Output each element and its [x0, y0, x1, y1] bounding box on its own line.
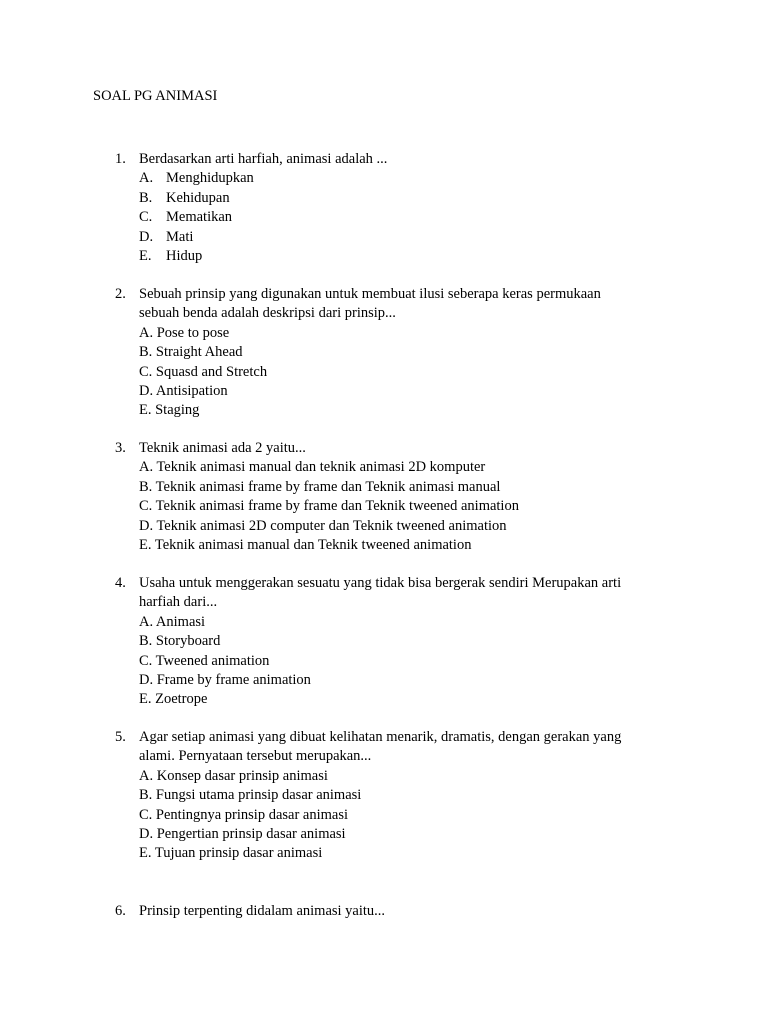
option-text: Menghidupkan: [166, 170, 254, 187]
answer-option-c: C. Squasd and Stretch: [139, 363, 268, 380]
answer-option-c: C. Teknik animasi frame by frame dan Teknik tweened animation: [139, 498, 519, 515]
question-text: harfiah dari...: [139, 594, 218, 611]
option-text: Kehidupan: [166, 189, 230, 206]
answer-option-e: E. Teknik animasi manual dan Teknik tweened animation: [139, 537, 472, 554]
answer-option-b: B. Storyboard: [139, 633, 221, 650]
answer-option-e: [139, 247, 679, 266]
answer-option-d: D. Pengertian prinsip dasar animasi: [139, 826, 346, 843]
question-body: [139, 902, 679, 921]
option-text: Hidup: [166, 248, 203, 265]
answer-option-b: B. Fungsi utama prinsip dasar animasi: [139, 787, 362, 804]
question-number: 3.: [115, 440, 126, 456]
question-body: [139, 439, 679, 555]
answer-option-b: B. Straight Ahead: [139, 344, 243, 361]
question-text: Berdasarkan arti harfiah, animasi adalah ...: [139, 151, 388, 167]
question-body: [139, 728, 679, 864]
option-letter: D.: [139, 228, 154, 245]
answer-option-d: [139, 228, 679, 247]
answer-option-d: D. Teknik animasi 2D computer dan Teknik tweened animation: [139, 517, 507, 534]
question-number: 4.: [115, 575, 126, 591]
question-body: [139, 574, 679, 710]
answer-option-d: D. Frame by frame animation: [139, 672, 311, 689]
answer-option-c: C. Tweened animation: [139, 652, 270, 669]
question-text: alami. Pernyataan tersebut merupakan...: [139, 748, 372, 765]
answer-option-a: A. Konsep dasar prinsip animasi: [139, 767, 328, 784]
answer-option-e: E. Zoetrope: [139, 691, 208, 708]
question-number: 2.: [115, 286, 126, 302]
answer-option-a: A. Pose to pose: [139, 324, 230, 341]
question-text: sebuah benda adalah deskripsi dari prinsip...: [139, 305, 396, 322]
answer-option-a: A. Animasi: [139, 613, 206, 630]
answer-option-c: C. Pentingnya prinsip dasar animasi: [139, 806, 349, 823]
answer-option-a: [139, 169, 679, 188]
question-body: [139, 285, 679, 421]
answer-option-c: [139, 208, 679, 227]
question-number: 1.: [115, 151, 126, 167]
option-letter: A.: [139, 170, 154, 187]
question-number: 6.: [115, 903, 126, 919]
option-text: Mematikan: [166, 209, 233, 226]
question-text: Usaha untuk menggerakan sesuatu yang tidak bisa bergerak sendiri Merupakan arti: [139, 575, 622, 591]
question-text: Agar setiap animasi yang dibuat kelihatan menarik, dramatis, dengan gerakan yang: [139, 729, 622, 745]
answer-option-b: B. Teknik animasi frame by frame dan Teknik animasi manual: [139, 478, 501, 495]
option-letter: B.: [139, 189, 153, 206]
answer-option-b: [139, 189, 679, 208]
answer-option-e: E. Tujuan prinsip dasar animasi: [139, 845, 323, 862]
option-text: Mati: [166, 228, 194, 245]
question-text: Sebuah prinsip yang digunakan untuk membuat ilusi seberapa keras permukaan: [139, 286, 601, 302]
option-letter: E.: [139, 248, 152, 265]
answer-option-e: E. Staging: [139, 402, 200, 419]
document-title: SOAL PG ANIMASI: [93, 88, 218, 104]
question-text: Teknik animasi ada 2 yaitu...: [139, 440, 306, 456]
answer-option-a: A. Teknik animasi manual dan teknik animasi 2D komputer: [139, 459, 486, 476]
option-letter: C.: [139, 209, 153, 226]
question-body: [139, 150, 679, 266]
question-number: 5.: [115, 729, 126, 745]
answer-option-d: D. Antisipation: [139, 383, 228, 400]
question-text: Prinsip terpenting didalam animasi yaitu...: [139, 903, 386, 919]
